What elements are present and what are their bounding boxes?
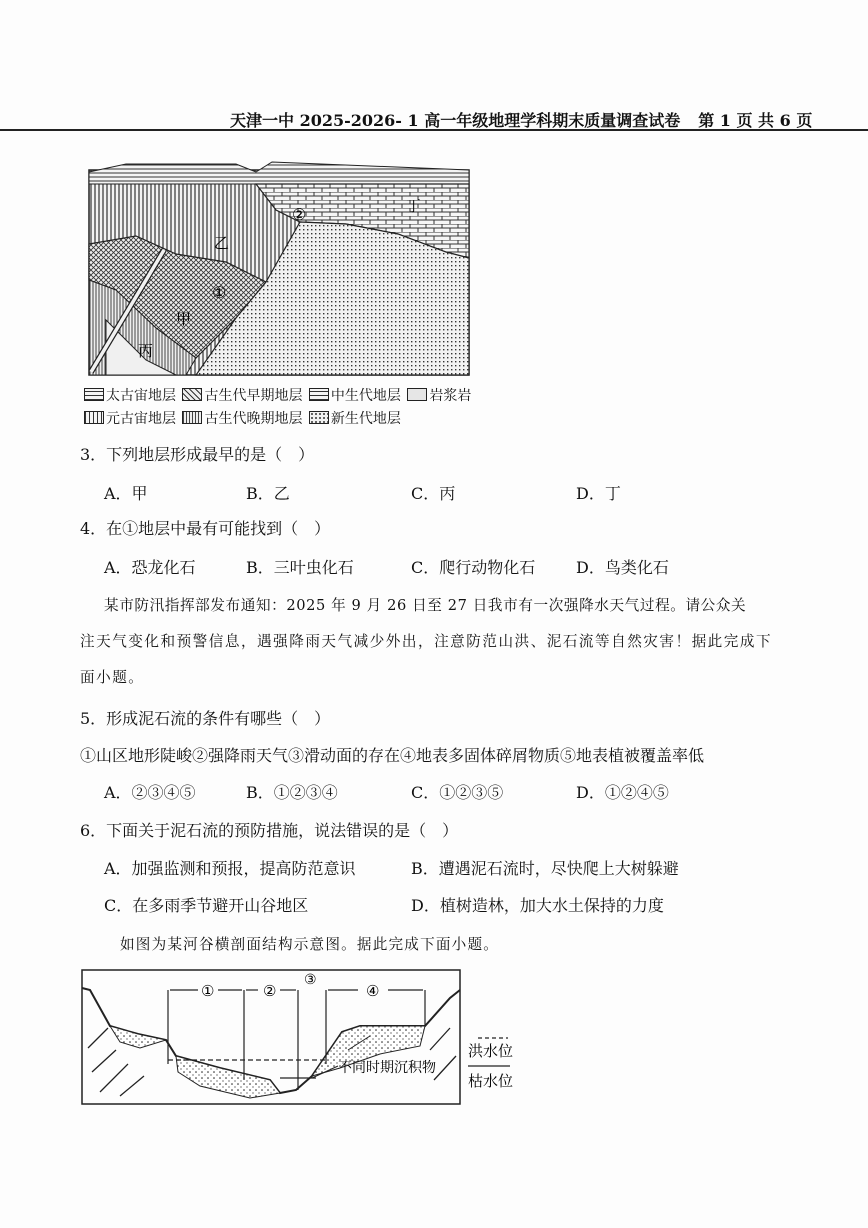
notice-line-1: 某市防汛指挥部发布通知：2025 年 9 月 26 日至 27 日我市有一次强降水天气过程。请公众关 bbox=[104, 597, 747, 614]
q3-option-b[interactable]: B．乙 bbox=[246, 484, 290, 503]
header-rule bbox=[0, 129, 868, 131]
legend-late-paleozoic: 古生代晚期地层 bbox=[204, 411, 303, 427]
q4-stem: 4．在①地层中最有可能找到（ ） bbox=[80, 519, 331, 538]
legend-early-paleozoic: 古生代早期地层 bbox=[204, 388, 303, 404]
zone-1-label: ① bbox=[201, 982, 215, 1000]
swatch-proterozoic bbox=[84, 411, 104, 424]
label-c2: ② bbox=[292, 205, 307, 224]
swatch-late-paleozoic bbox=[182, 411, 202, 424]
dry-level-label: 枯水位 bbox=[468, 1072, 514, 1090]
label-c1: ① bbox=[212, 283, 227, 302]
q5-option-d[interactable]: D．①②④⑤ bbox=[576, 783, 669, 802]
label-yi: 乙 bbox=[214, 234, 230, 252]
q6-option-d[interactable]: D．植树造林，加大水土保持的力度 bbox=[411, 896, 664, 915]
q6-option-a[interactable]: A．加强监测和预报，提高防范意识 bbox=[104, 859, 356, 878]
q3-option-a[interactable]: A．甲 bbox=[104, 484, 148, 503]
q5-stem: 5．形成泥石流的条件有哪些（ ） bbox=[80, 709, 331, 728]
swatch-early-paleozoic bbox=[182, 388, 202, 401]
swatch-cenozoic bbox=[309, 411, 329, 424]
geologic-section-figure bbox=[86, 160, 474, 378]
legend-archean: 太古宙地层 bbox=[106, 388, 176, 404]
legend-magmatic: 岩浆岩 bbox=[429, 388, 472, 404]
intro-river-valley: 如图为某河谷横剖面结构示意图。据此完成下面小题。 bbox=[120, 936, 500, 953]
zone-4-label: ④ bbox=[366, 982, 380, 1000]
river-valley-figure bbox=[80, 968, 520, 1108]
flood-level-label: 洪水位 bbox=[468, 1042, 514, 1060]
q5-option-b[interactable]: B．①②③④ bbox=[246, 783, 338, 802]
legend-row-1 bbox=[84, 385, 473, 405]
exam-title: 天津一中 2025-2026- 1 高一年级地理学科期末质量调查试卷 bbox=[230, 111, 681, 130]
q3-stem: 3．下列地层形成最早的是（ ） bbox=[80, 445, 315, 464]
notice-line-2: 注天气变化和预警信息，遇强降雨天气减少外出，注意防范山洪、泥石流等自然灾害！据此完成下 bbox=[80, 633, 773, 650]
q3-option-c[interactable]: C．丙 bbox=[411, 484, 456, 503]
q3-option-d[interactable]: D．丁 bbox=[576, 484, 621, 503]
zone-2-label: ② bbox=[263, 982, 277, 1000]
page-number: 第 1 页 共 6 页 bbox=[698, 111, 813, 130]
q4-option-b[interactable]: B．三叶虫化石 bbox=[246, 558, 354, 577]
q5-conditions: ①山区地形陡峻②强降雨天气③滑动面的存在④地表多固体碎屑物质⑤地表植被覆盖率低 bbox=[80, 746, 705, 765]
legend-cenozoic: 新生代地层 bbox=[330, 411, 401, 427]
q4-option-a[interactable]: A．恐龙化石 bbox=[104, 558, 196, 577]
legend-proterozoic: 元古宙地层 bbox=[106, 411, 176, 427]
label-jia: 甲 bbox=[176, 310, 192, 328]
q6-option-c[interactable]: C．在多雨季节避开山谷地区 bbox=[104, 896, 309, 915]
q6-option-b[interactable]: B．遭遇泥石流时，尽快爬上大树躲避 bbox=[411, 859, 679, 878]
q6-stem: 6．下面关于泥石流的预防措施，说法错误的是（ ） bbox=[80, 821, 459, 840]
legend-row-2 bbox=[84, 408, 403, 428]
q5-option-c[interactable]: C．①②③⑤ bbox=[411, 783, 504, 802]
q4-option-c[interactable]: C．爬行动物化石 bbox=[411, 558, 536, 577]
swatch-archean bbox=[84, 388, 104, 401]
zone-3-label: ③ bbox=[304, 972, 317, 988]
q5-option-a[interactable]: A．②③④⑤ bbox=[104, 783, 196, 802]
sediment-label: 不同时期沉积物 bbox=[338, 1060, 436, 1076]
page-header bbox=[230, 108, 812, 131]
swatch-magmatic bbox=[407, 388, 427, 401]
swatch-mesozoic bbox=[309, 388, 329, 401]
label-ding: 丁 bbox=[406, 197, 422, 215]
label-bing: 丙 bbox=[138, 342, 154, 360]
notice-line-3: 面小题。 bbox=[80, 669, 145, 686]
legend-mesozoic: 中生代地层 bbox=[330, 388, 401, 404]
q4-option-d[interactable]: D．鸟类化石 bbox=[576, 558, 669, 577]
